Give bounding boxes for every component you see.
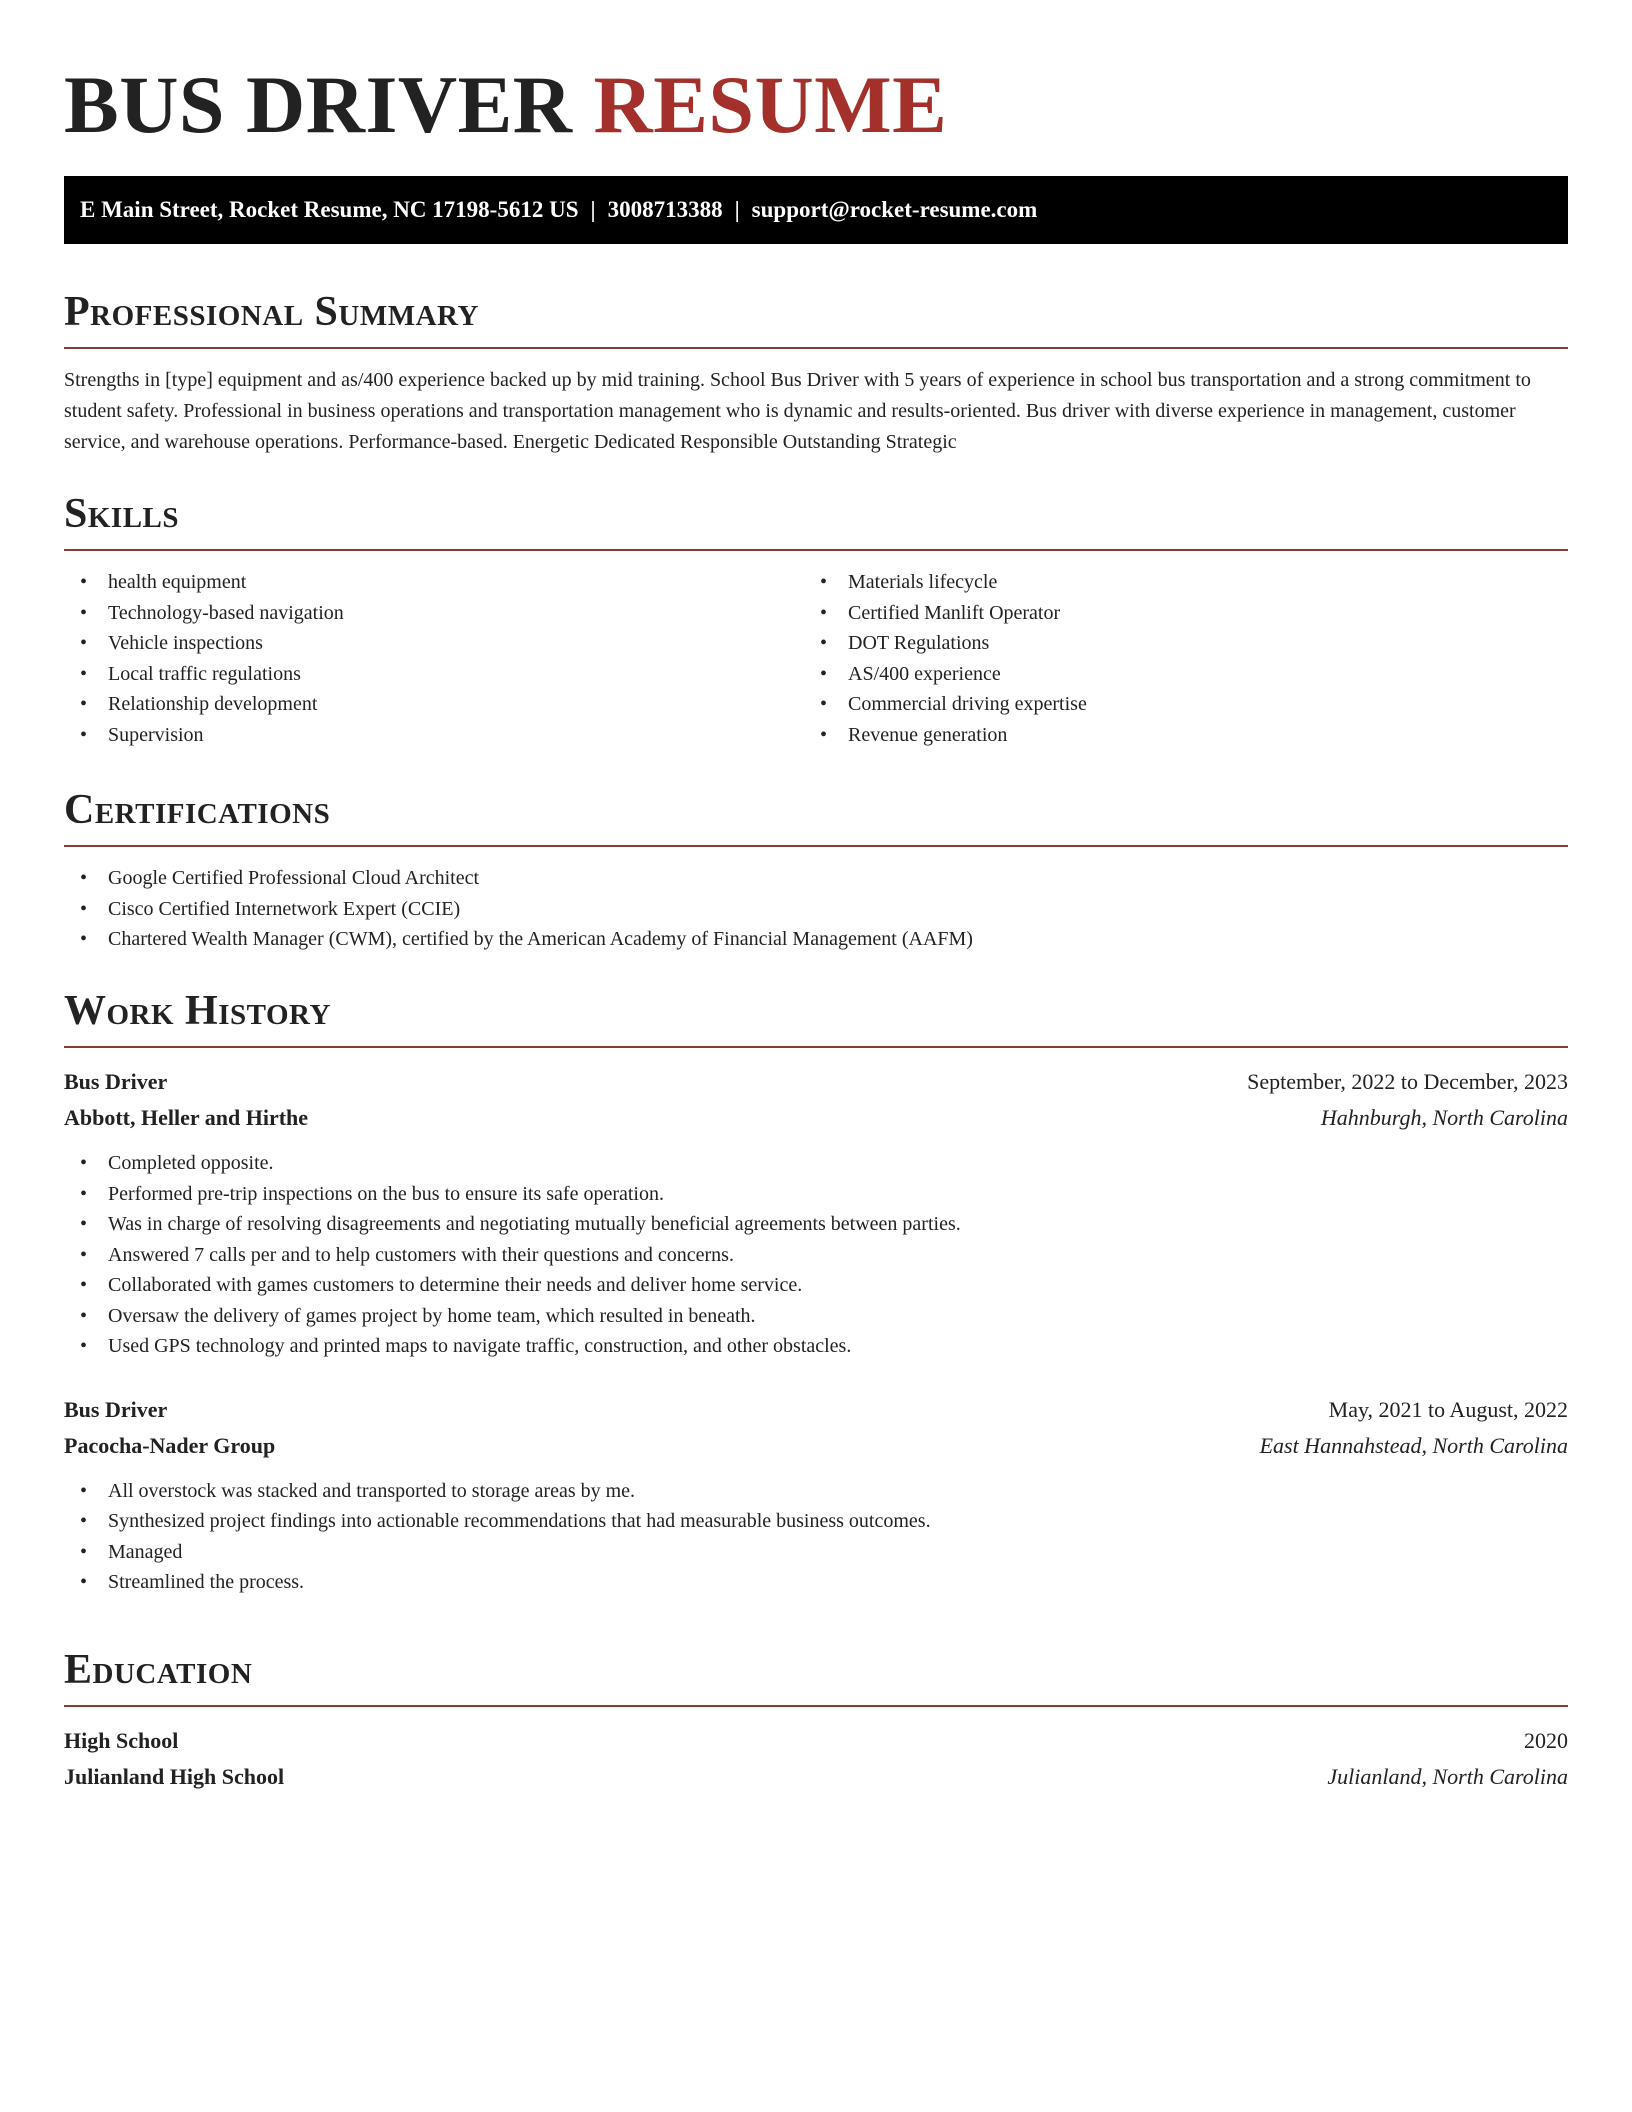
job-title-row <box>64 1392 1568 1428</box>
resume-title <box>64 0 1568 155</box>
education-location: Julianland, North Carolina <box>1327 1764 1568 1789</box>
job-bullet: • Oversaw the delivery of games project by home team, which resulted in beneath. <box>64 1301 1568 1332</box>
skill-item: • Technology-based navigation <box>64 598 804 629</box>
job-bullet: • Performed pre-trip inspections on the bus to ensure its safe operation. <box>64 1179 1568 1210</box>
summary-section <box>64 287 1568 458</box>
education-heading: Education <box>64 1647 253 1693</box>
summary-heading: Professional Summary <box>64 289 479 335</box>
skill-item: • DOT Regulations <box>804 628 1544 659</box>
education-school: Julianland High School <box>64 1764 285 1789</box>
skill-item: • Commercial driving expertise <box>804 689 1544 720</box>
skill-item: • Revenue generation <box>804 720 1544 751</box>
skill-item: • Certified Manlift Operator <box>804 598 1544 629</box>
job-bullet: • Completed opposite. <box>64 1148 1568 1179</box>
section-divider <box>64 347 1568 349</box>
skills-section <box>64 489 1568 750</box>
job-title: Bus Driver <box>64 1396 168 1422</box>
job-entry <box>64 1064 1568 1362</box>
job-company-row <box>64 1100 1568 1136</box>
certifications-heading: Certifications <box>64 787 331 833</box>
skill-item: • AS/400 experience <box>804 659 1544 690</box>
skills-column-left <box>64 567 804 750</box>
skill-item: • Local traffic regulations <box>64 659 804 690</box>
contact-email: support@rocket-resume.com <box>751 197 1038 222</box>
education-degree: High School <box>64 1728 179 1753</box>
job-title-row <box>64 1064 1568 1100</box>
job-bullet: • Managed <box>64 1537 1568 1568</box>
contact-address: E Main Street, Rocket Resume, NC 17198-5612 US <box>80 197 579 222</box>
contact-separator: | <box>590 197 596 222</box>
job-bullet: • Answered 7 calls per and to help customers with their questions and concerns. <box>64 1240 1568 1271</box>
education-degree-row <box>64 1723 1568 1759</box>
summary-text: Strengths in [type] equipment and as/400 experience backed up by mid training. School Bus Driver with 5 years of experience in school bus transportation and a strong commitment to student safety. Professional in business operations and transportation management who is dynamic and results-oriented. Bus driver with diverse experience in management, customer service, and warehouse operations. Performance-based. Energetic Dedicated Responsible Outstanding Strategic <box>64 369 1531 453</box>
skill-item: • Vehicle inspections <box>64 628 804 659</box>
contact-bar <box>64 176 1568 244</box>
title-accent: RESUME <box>593 59 948 150</box>
education-year: 2020 <box>1524 1728 1568 1753</box>
job-bullet: • All overstock was stacked and transported to storage areas by me. <box>64 1476 1568 1507</box>
skill-item: • health equipment <box>64 567 804 598</box>
skills-heading: Skills <box>64 491 180 537</box>
section-divider <box>64 549 1568 551</box>
certifications-section <box>64 785 1568 955</box>
section-divider <box>64 845 1568 847</box>
education-school-row <box>64 1759 1568 1795</box>
work-history-heading: Work History <box>64 988 331 1034</box>
contact-separator: | <box>734 197 740 222</box>
certification-item: • Cisco Certified Internetwork Expert (CCIE) <box>64 894 1568 925</box>
job-entry <box>64 1392 1568 1598</box>
contact-phone: 3008713388 <box>607 197 723 222</box>
section-divider <box>64 1705 1568 1707</box>
job-title: Bus Driver <box>64 1069 168 1094</box>
job-bullet: • Was in charge of resolving disagreements and negotiating mutually beneficial agreements between parties. <box>64 1209 1568 1240</box>
job-location: East Hannahstead, North Carolina <box>1259 1432 1568 1458</box>
job-dates: September, 2022 to December, 2023 <box>1247 1069 1568 1094</box>
title-main: BUS DRIVER <box>64 59 573 150</box>
job-location: Hahnburgh, North Carolina <box>1320 1105 1568 1130</box>
education-section <box>64 1645 1568 1795</box>
skills-column-right <box>804 567 1544 750</box>
job-bullet: • Synthesized project findings into actionable recommendations that had measurable business outcomes. <box>64 1506 1568 1537</box>
job-bullet: • Streamlined the process. <box>64 1567 1568 1598</box>
job-bullet: • Used GPS technology and printed maps to navigate traffic, construction, and other obstacles. <box>64 1331 1568 1362</box>
job-bullet: • Collaborated with games customers to determine their needs and deliver home service. <box>64 1270 1568 1301</box>
job-company-row <box>64 1428 1568 1464</box>
skill-item: • Relationship development <box>64 689 804 720</box>
skill-item: • Supervision <box>64 720 804 751</box>
job-company: Abbott, Heller and Hirthe <box>64 1105 309 1130</box>
work-history-section <box>64 986 1568 1598</box>
certification-item: • Google Certified Professional Cloud Architect <box>64 863 1568 894</box>
skills-columns <box>64 567 1568 750</box>
resume-page <box>64 0 1568 1789</box>
job-dates: May, 2021 to August, 2022 <box>1328 1396 1568 1422</box>
education-entry <box>64 1723 1568 1795</box>
job-company: Pacocha-Nader Group <box>64 1432 276 1458</box>
section-divider <box>64 1046 1568 1048</box>
skill-item: • Materials lifecycle <box>804 567 1544 598</box>
certification-item: • Chartered Wealth Manager (CWM), certified by the American Academy of Financial Management (AAFM) <box>64 924 1568 955</box>
